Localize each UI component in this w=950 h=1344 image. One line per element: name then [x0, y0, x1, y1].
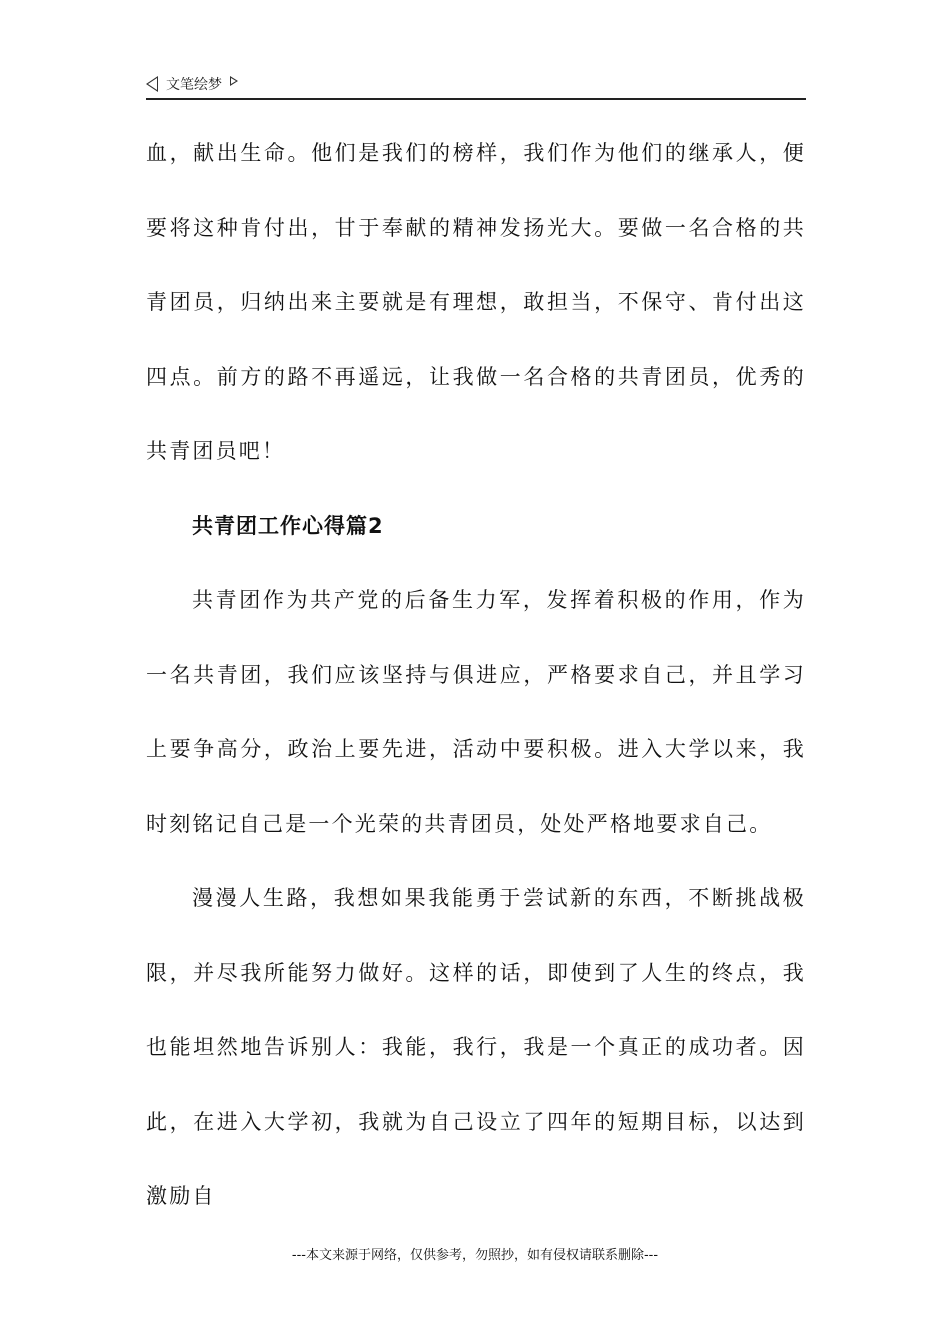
header-title: 文笔绘梦: [166, 77, 222, 93]
page-footer: ---本文来源于网络，仅供参考，勿照抄，如有侵权请联系删除---: [291, 1248, 659, 1263]
paragraph-3: 漫漫人生路，我想如果我能勇于尝试新的东西，不断挑战极限，并尽我所能努力做好。这样的话，即使到了人生的终点，我也能坦然地告诉别人：我能，我行，我是一个真正的成功者。因此，在进入大学初，我就为自己设立了四年的短期目标，以达到激励自: [146, 886, 806, 1208]
paragraph-2: 共青团作为共产党的后备生力军，发挥着积极的作用，作为一名共青团，我们应该坚持与俱进应，严格要求自己，并且学习上要争高分，政治上要先进，活动中要积极。进入大学以来，我时刻铭记自己是一个光荣的共青团员，处处严格地要求自己。: [146, 588, 806, 836]
paragraph-1: 血，献出生命。他们是我们的榜样，我们作为他们的继承人，便要将这种肯付出，甘于奉献的精神发扬光大。要做一名合格的共青团员，归纳出来主要就是有理想，敢担当，不保守、肯付出这四点。前方的路不再遥远，让我做一名合格的共青团员，优秀的共青团员吧！: [146, 141, 806, 463]
triangle-left-icon: [146, 76, 158, 92]
triangle-right-icon: [230, 76, 238, 86]
section-heading: 共青团工作心得篇2: [192, 513, 384, 538]
header-brand: [146, 72, 238, 96]
page-header: [146, 72, 806, 100]
document-body: [146, 116, 806, 1234]
